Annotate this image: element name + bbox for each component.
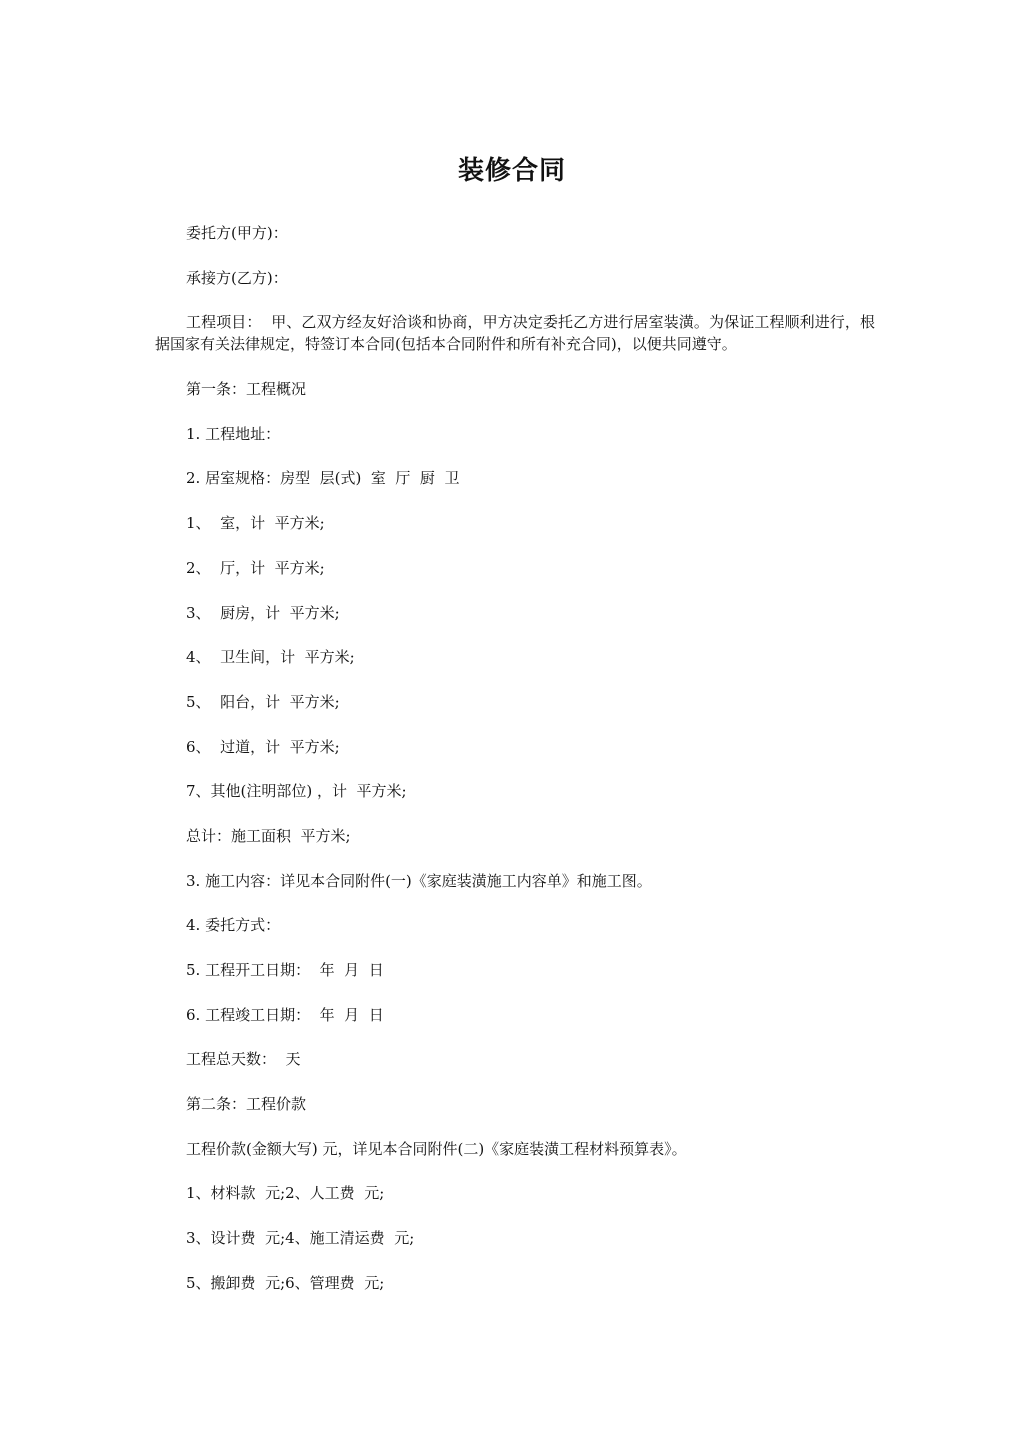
area-item: 1、 室，计 平方米; — [186, 514, 325, 533]
project-intro: 工程项目： 甲、乙双方经友好洽谈和协商，甲方决定委托乙方进行居室装潢。为保证工程顺利进行，根据国家有关法律规定，特签订本合同(包括本合同附件和所有补充合同)，以便共同遵守。 — [155, 313, 875, 354]
area-item: 6、 过道，计 平方米; — [186, 737, 340, 756]
total-area: 总计：施工面积 平方米; — [186, 826, 351, 845]
area-item: 7、其他(注明部位) ，计 平方米; — [186, 782, 407, 801]
party-b-line: 承接方(乙方)： — [186, 268, 288, 287]
commission-method: 4. 委托方式： — [186, 916, 281, 935]
fee-line: 3、设计费 元;4、施工清运费 元; — [186, 1229, 415, 1248]
party-a-line: 委托方(甲方)： — [186, 224, 288, 242]
area-item: 3、 厨房，计 平方米; — [186, 603, 340, 622]
project-address: 1. 工程地址： — [186, 424, 281, 443]
project-price: 工程价款(金额大写) 元，详见本合同附件(二)《家庭装潢工程材料预算表》。 — [186, 1139, 687, 1158]
article-2-heading: 第二条：工程价款 — [186, 1095, 307, 1114]
start-date: 5. 工程开工日期： 年 月 日 — [186, 961, 384, 979]
fee-line: 5、搬卸费 元;6、管理费 元; — [186, 1273, 385, 1292]
area-item: 2、 厅，计 平方米; — [186, 558, 325, 577]
room-spec: 2. 居室规格：房型 层(式) 室 厅 厨 卫 — [186, 469, 460, 488]
area-item: 5、 阳台，计 平方米; — [186, 692, 340, 711]
total-days: 工程总天数： 天 — [186, 1050, 301, 1069]
construction-content: 3. 施工内容：详见本合同附件(一)《家庭装潢施工内容单》和施工图。 — [186, 871, 652, 890]
completion-date: 6. 工程竣工日期： 年 月 日 — [186, 1005, 384, 1024]
document-body — [155, 222, 875, 1317]
article-1-heading: 第一条：工程概况 — [186, 380, 307, 399]
fee-line: 1、材料款 元;2、人工费 元; — [186, 1184, 385, 1203]
document-title: 装修合同 — [457, 156, 566, 186]
area-item: 4、 卫生间，计 平方米; — [186, 648, 355, 667]
